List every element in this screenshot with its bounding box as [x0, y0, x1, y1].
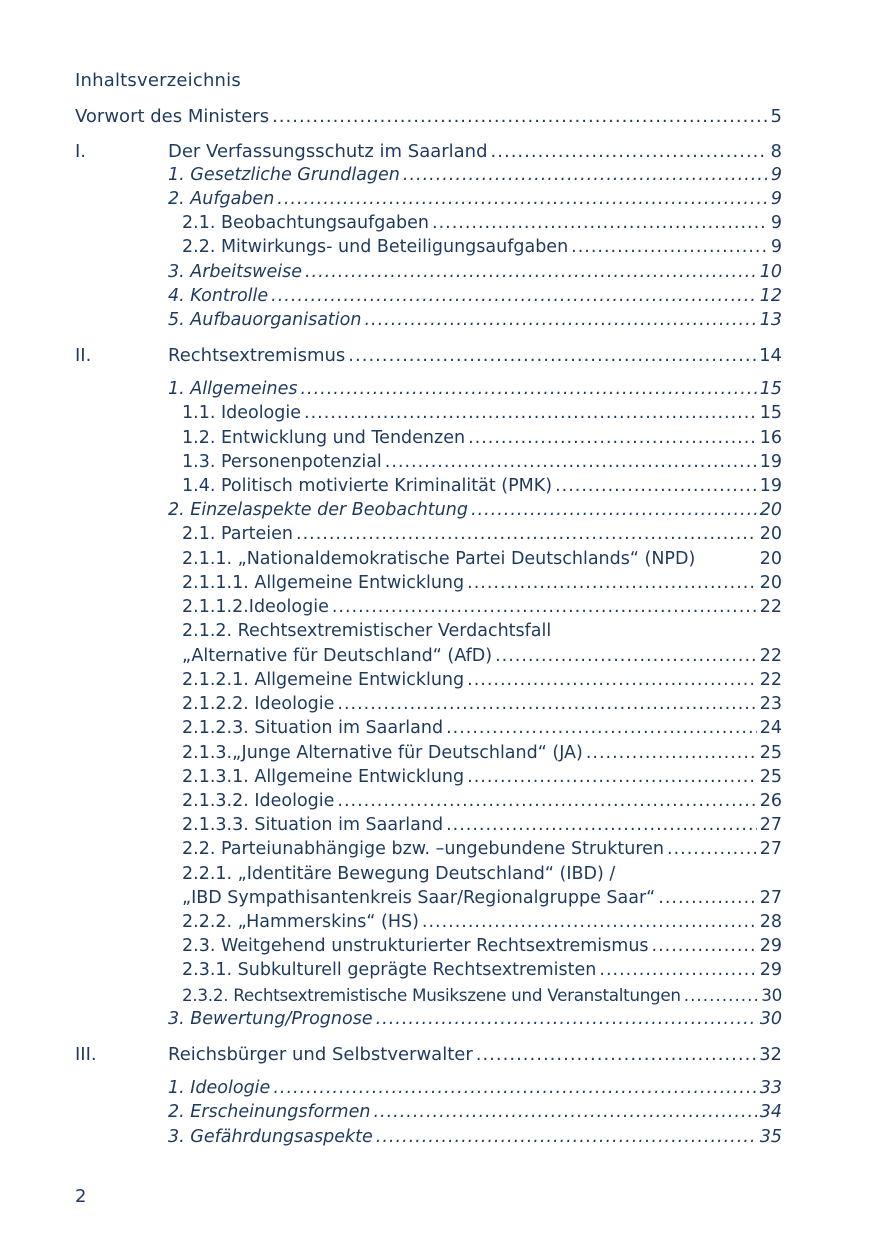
toc-leader-dots [364, 310, 756, 330]
toc-entry[interactable] [182, 718, 782, 742]
toc-entry[interactable] [182, 597, 782, 621]
toc-entry-title: 2.1.3.„Junge Alternative für Deutschland“ (JA) [182, 743, 583, 763]
toc-leader-dots [467, 573, 757, 593]
toc-entry[interactable] [182, 888, 782, 912]
toc-entry[interactable] [168, 1078, 782, 1102]
toc-entry-page: 13 [759, 310, 782, 330]
toc-entry[interactable] [182, 573, 782, 597]
toc-entry-page: 25 [759, 743, 782, 763]
toc-entry-page: 22 [759, 670, 782, 690]
toc-entry-title: Reichsbürger und Selbstverwalter [168, 1044, 473, 1065]
toc-entry-title: Rechtsextremismus [168, 345, 346, 366]
toc-leader-dots [403, 165, 768, 185]
toc-entry-page: 19 [759, 476, 782, 496]
toc-leader-dots [495, 646, 757, 666]
toc-entry-page: 29 [759, 960, 782, 980]
toc-entry-title: „IBD Sympathisantenkreis Saar/Regionalgruppe Saar“ [182, 888, 656, 908]
toc-entry-page: 29 [759, 936, 782, 956]
toc-leader-dots [432, 213, 768, 233]
toc-chapter-number: II. [75, 345, 92, 366]
toc-entry[interactable] [168, 262, 782, 286]
toc-entry-title: 1. Gesetzliche Grundlagen [168, 165, 400, 185]
toc-entry-page: 23 [759, 694, 782, 714]
toc-entry-title: 1. Ideologie [168, 1078, 271, 1098]
toc-entry-page: 26 [759, 791, 782, 811]
toc-entry-page: 19 [759, 452, 782, 472]
toc-entry[interactable] [182, 428, 782, 452]
toc-entry-title: 2.1.2.3. Situation im Saarland [182, 718, 444, 738]
toc-entry-title: 2.1.3.3. Situation im Saarland [182, 815, 444, 835]
toc-entry-title: 2.1.2.2. Ideologie [182, 694, 335, 714]
toc-entry-title: 2. Einzelaspekte der Beobachtung [168, 500, 468, 520]
toc-leader-dots [332, 597, 757, 617]
toc-entry-title: 2.1.1.2.Ideologie [182, 597, 329, 617]
toc-leader-dots [376, 1127, 757, 1147]
toc-entry-title: 2.3.2. Rechtsextremistische Musikszene und Veranstaltungen [182, 985, 681, 1005]
toc-entry-page: 30 [759, 1009, 782, 1029]
toc-entry-title: 3. Bewertung/Prognose [168, 1009, 373, 1029]
toc-leader-dots [555, 476, 757, 496]
toc-entry[interactable] [168, 1127, 782, 1151]
toc-entry[interactable] [182, 960, 782, 984]
toc-entry-page: 28 [759, 912, 782, 932]
toc-entry-page: 27 [759, 888, 782, 908]
toc-entry[interactable] [75, 141, 782, 165]
toc-entry-page: 9 [770, 213, 782, 233]
toc-entry-title: 2.1.1. „Nationaldemokratische Partei Deutschlands“ (NPD) [182, 549, 696, 569]
toc-leader-dots [446, 718, 757, 738]
toc-entry-title: 3. Arbeitsweise [168, 262, 302, 282]
toc-leader-dots [658, 888, 756, 908]
toc-entry-title: 2.1.3.1. Allgemeine Entwicklung [182, 767, 465, 787]
toc-entry-title: 2.2.2. „Hammerskins“ (HS) [182, 912, 419, 932]
toc-entry[interactable] [182, 815, 782, 839]
toc-leader-dots [667, 839, 757, 859]
toc-entry[interactable] [168, 1102, 782, 1126]
toc-entry-page: 12 [759, 286, 782, 306]
toc-leader-dots [467, 767, 757, 787]
toc-entry[interactable] [182, 791, 782, 815]
toc-leader-dots [571, 237, 768, 257]
toc-entry-page: 22 [759, 597, 782, 617]
toc-leader-dots [337, 791, 756, 811]
toc-entry-page: 33 [759, 1078, 782, 1098]
toc-entry[interactable] [182, 936, 782, 960]
toc-entry-page: 16 [759, 428, 782, 448]
toc-entry-title: 2.3. Weitgehend unstrukturierter Rechtsextremismus [182, 936, 649, 956]
toc-entry-title: Vorwort des Ministers [75, 106, 270, 127]
toc-entry-title: 1.2. Entwicklung und Tendenzen [182, 428, 466, 448]
toc-entry[interactable] [182, 694, 782, 718]
toc-leader-dots [586, 743, 757, 763]
toc-entry-page: 24 [759, 718, 782, 738]
toc-leader-dots [337, 694, 756, 714]
toc-entry-title: 5. Aufbauorganisation [168, 310, 362, 330]
toc-entry-page: 27 [759, 839, 782, 859]
toc-entry-title: 2.1.2. Rechtsextremistischer Verdachtsfall [182, 621, 552, 641]
toc-leader-dots [467, 670, 757, 690]
toc-leader-dots [599, 960, 756, 980]
toc-leader-dots [385, 452, 757, 472]
toc-entry-page: 20 [759, 524, 782, 544]
toc-entry-page: 10 [759, 262, 782, 282]
toc-entry-title: 1.1. Ideologie [182, 403, 302, 423]
toc-leader-dots [376, 1009, 757, 1029]
toc-entry-page: 34 [759, 1102, 782, 1122]
toc-leader-dots [271, 286, 757, 306]
toc-entry[interactable] [182, 743, 782, 767]
toc-entry-page: 20 [759, 549, 782, 569]
toc-entry-title: 2. Aufgaben [168, 189, 275, 209]
toc-entry[interactable] [182, 524, 782, 548]
toc-entry-title: 2. Erscheinungsformen [168, 1102, 371, 1122]
toc-entry-page: 35 [759, 1127, 782, 1147]
toc-leader-dots [373, 1102, 756, 1122]
page-number: 2 [75, 1186, 87, 1207]
toc-entry[interactable] [182, 213, 782, 237]
toc-leader-dots [684, 985, 758, 1005]
toc-entry[interactable] [168, 379, 782, 403]
toc-entry[interactable] [182, 864, 629, 888]
toc-entry[interactable] [182, 621, 565, 645]
toc-entry-page: 8 [770, 141, 782, 162]
toc-entry[interactable] [182, 646, 782, 670]
toc-leader-dots [277, 189, 768, 209]
toc-entry-title: 1. Allgemeines [168, 379, 298, 399]
toc-entry-title: 2.3.1. Subkulturell geprägte Rechtsextremisten [182, 960, 597, 980]
toc-leader-dots [296, 524, 757, 544]
toc-leader-dots [305, 262, 757, 282]
toc-heading: Inhaltsverzeichnis [75, 70, 241, 91]
toc-entry[interactable] [182, 985, 782, 1009]
toc-entry[interactable] [75, 106, 782, 130]
toc-entry[interactable] [75, 345, 782, 369]
toc-entry-title: 2.1.3.2. Ideologie [182, 791, 335, 811]
toc-leader-dots [491, 141, 768, 162]
toc-entry-page: 32 [759, 1044, 782, 1065]
toc-entry-title: 2.1. Beobachtungsaufgaben [182, 213, 430, 233]
toc-leader-dots [422, 912, 757, 932]
toc-leader-dots [471, 500, 757, 520]
toc-entry[interactable] [182, 839, 782, 863]
toc-entry[interactable] [168, 310, 782, 334]
toc-entry[interactable] [168, 286, 782, 310]
toc-leader-dots [304, 403, 757, 423]
toc-leader-dots [273, 1078, 756, 1098]
toc-entry-page: 9 [770, 189, 782, 209]
toc-entry[interactable] [182, 912, 782, 936]
toc-leader-dots [446, 815, 757, 835]
toc-entry-title: Der Verfassungsschutz im Saarland [168, 141, 488, 162]
toc-entry-page: 30 [761, 985, 782, 1005]
toc-entry-title: 2.1. Parteien [182, 524, 293, 544]
toc-entry-title: 4. Kontrolle [168, 286, 269, 306]
toc-entry[interactable] [168, 189, 782, 213]
toc-leader-dots [476, 1044, 756, 1065]
toc-entry-title: 2.2. Mitwirkungs- und Beteiligungsaufgaben [182, 237, 569, 257]
toc-entry-title: 2.2.1. „Identitäre Bewegung Deutschland“ (IBD) / [182, 864, 616, 884]
toc-entry[interactable] [182, 237, 782, 261]
toc-leader-dots [652, 936, 757, 956]
toc-entry-page: 22 [759, 646, 782, 666]
toc-entry-title: 2.1.2.1. Allgemeine Entwicklung [182, 670, 465, 690]
toc-leader-dots [468, 428, 757, 448]
toc-entry-page: 20 [759, 573, 782, 593]
toc-entry[interactable] [182, 767, 782, 791]
toc-entry-page: 9 [770, 237, 782, 257]
toc-entry[interactable] [182, 476, 782, 500]
toc-leader-dots [300, 379, 756, 399]
toc-entry-page: 15 [759, 403, 782, 423]
toc-entry[interactable] [182, 549, 782, 573]
toc-entry[interactable] [168, 165, 782, 189]
toc-entry-page: 9 [770, 165, 782, 185]
toc-entry-page: 27 [759, 815, 782, 835]
toc-entry-page: 20 [759, 500, 782, 520]
toc-entry-title: 3. Gefährdungsaspekte [168, 1127, 373, 1147]
toc-entry-page: 5 [770, 106, 782, 127]
toc-entry-page: 25 [759, 767, 782, 787]
toc-entry[interactable] [168, 500, 782, 524]
toc-entry-title: 1.4. Politisch motivierte Kriminalität (PMK) [182, 476, 553, 496]
toc-entry[interactable] [182, 452, 782, 476]
toc-chapter-number: III. [75, 1044, 97, 1065]
toc-entry[interactable] [168, 1009, 782, 1033]
toc-entry[interactable] [182, 403, 782, 427]
toc-entry-page: 15 [759, 379, 782, 399]
toc-entry-title: 2.2. Parteiunabhängige bzw. –ungebundene Strukturen [182, 839, 664, 859]
toc-entry-title: 1.3. Personenpotenzial [182, 452, 382, 472]
toc-entry-page: 14 [759, 345, 782, 366]
toc-chapter-number: I. [75, 141, 87, 162]
toc-entry-title: 2.1.1.1. Allgemeine Entwicklung [182, 573, 465, 593]
toc-entry[interactable] [75, 1044, 782, 1068]
toc-leader-dots [348, 345, 756, 366]
toc-entry[interactable] [182, 670, 782, 694]
toc-entry-title: „Alternative für Deutschland“ (AfD) [182, 646, 493, 666]
toc-leader-dots [272, 106, 767, 127]
